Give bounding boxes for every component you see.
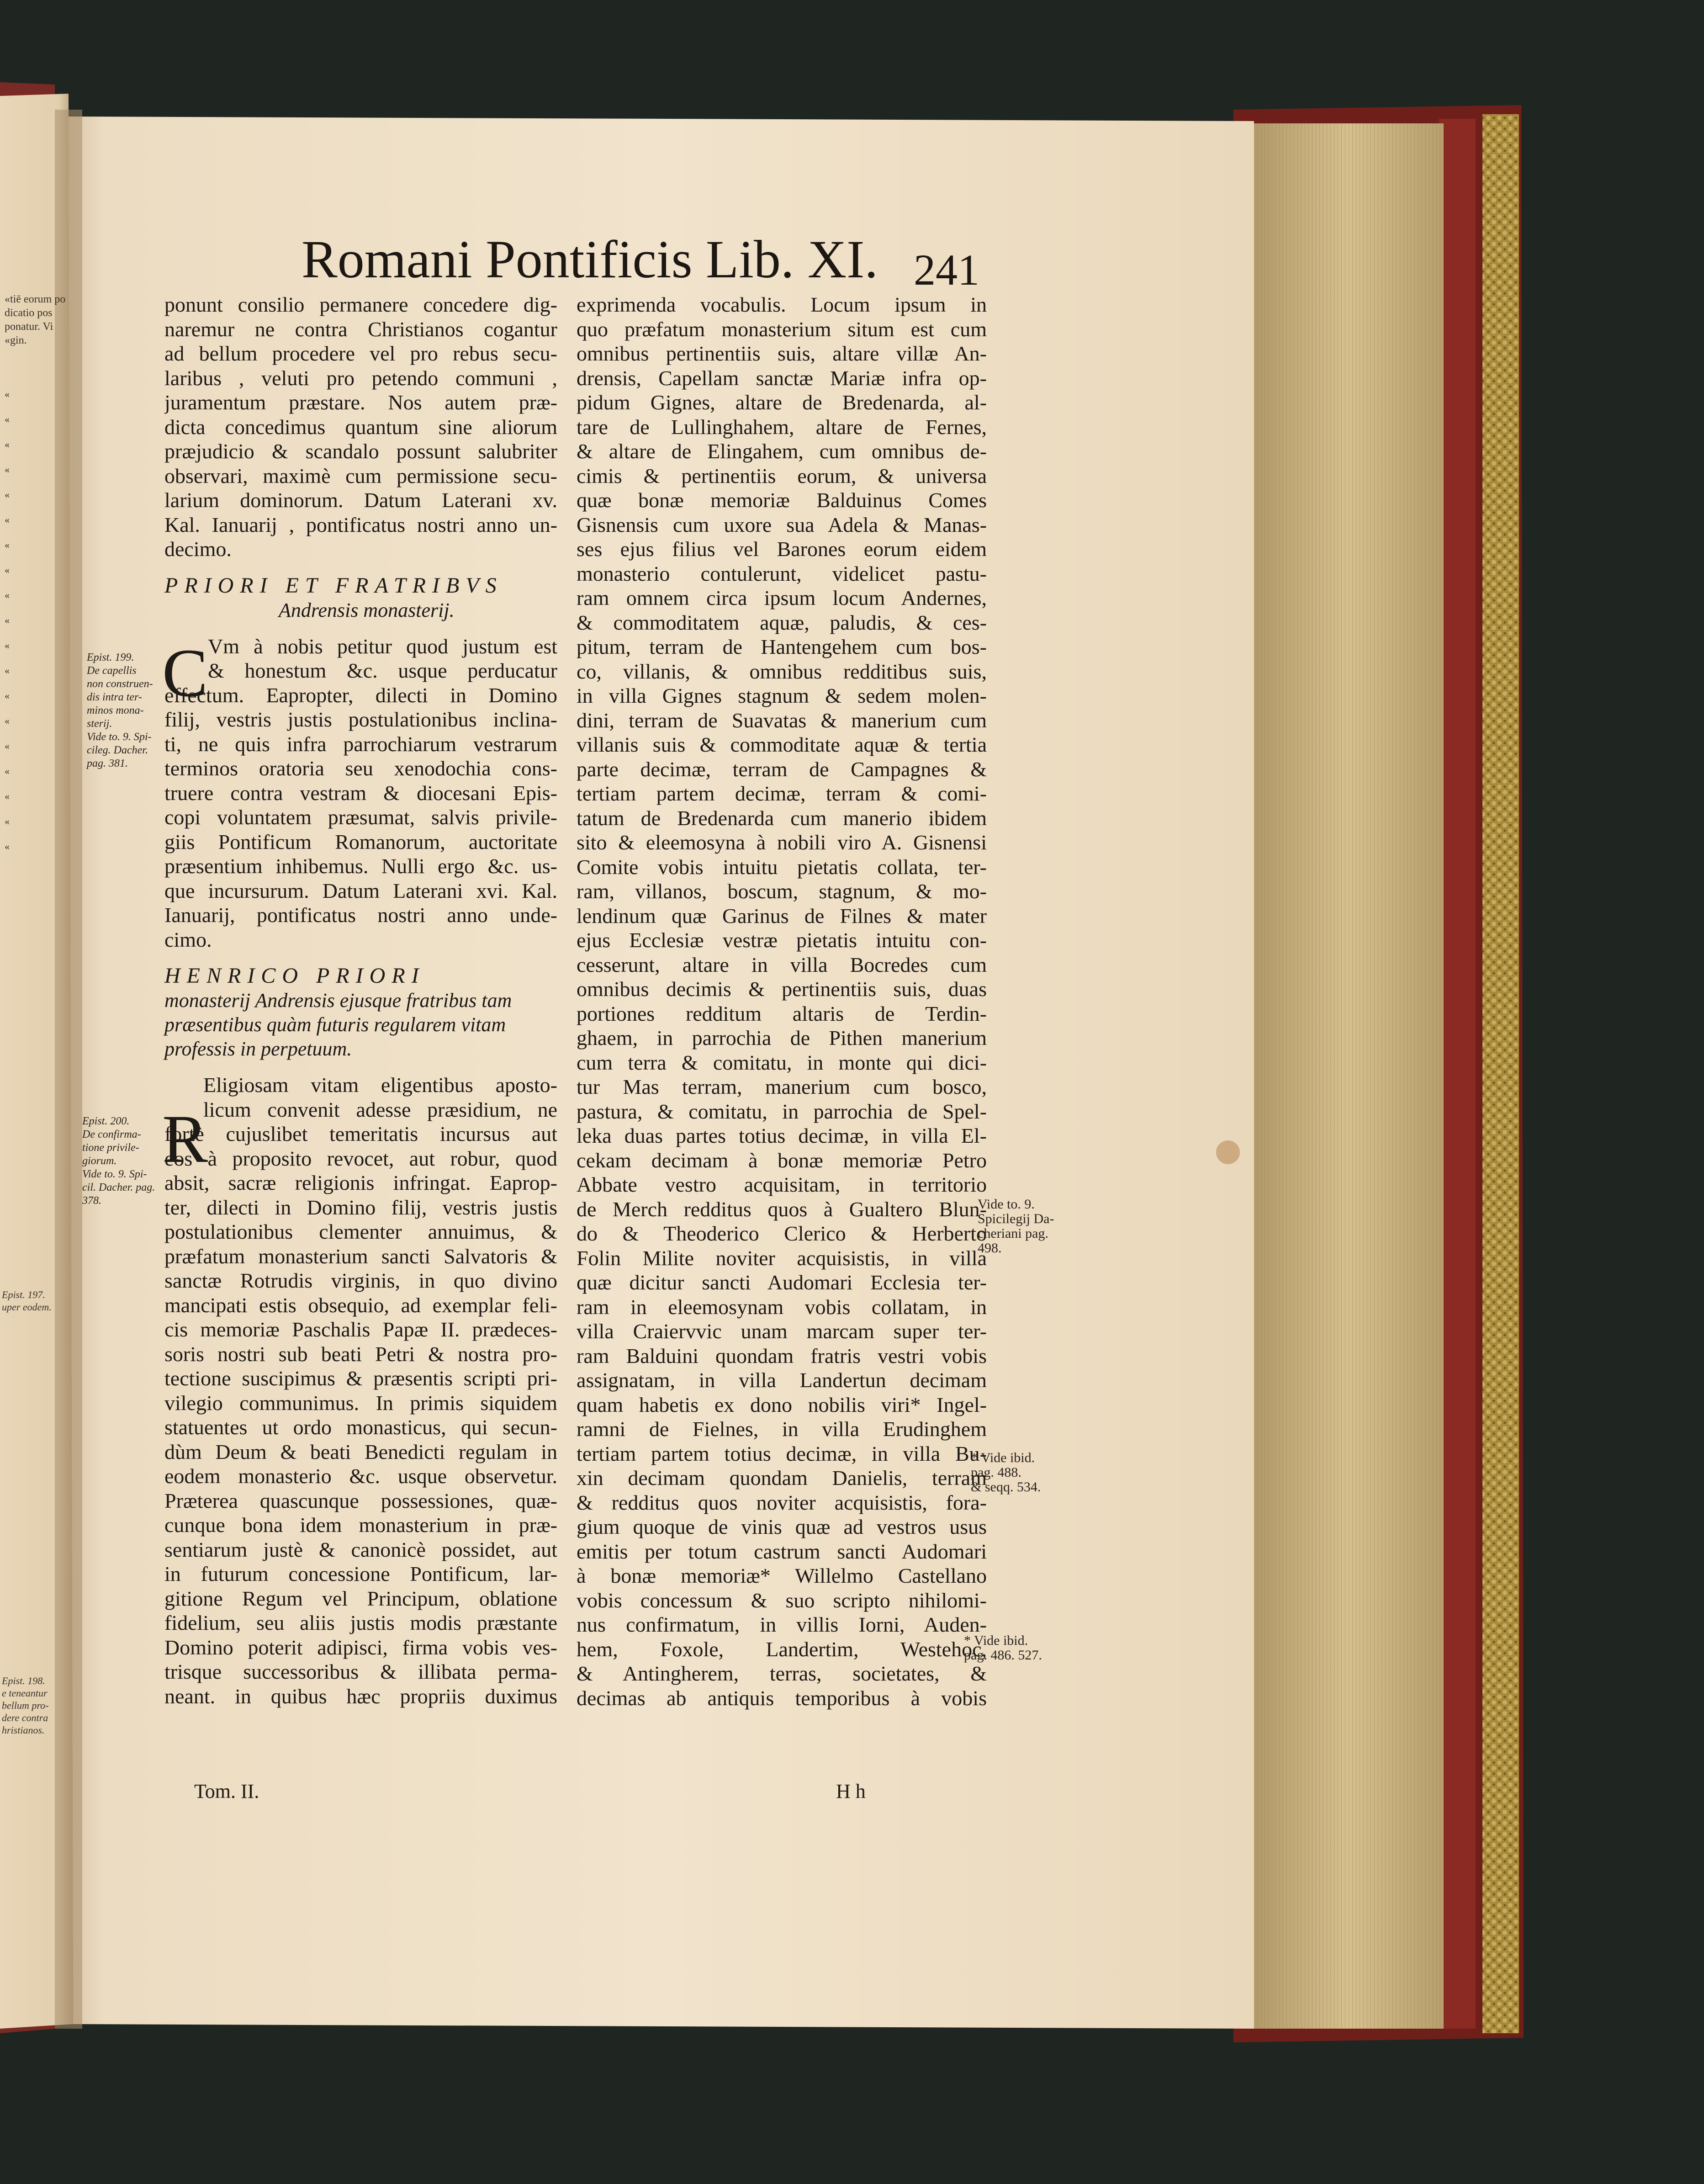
margin-note-line: De confirma- [82,1129,141,1140]
text-line: Kal. Ianuarij , pontificatus nostri anno un- [164,513,557,536]
section-subheading: monasterij Andrensis ejusque fratribus tam [164,989,512,1012]
text-line: soris nostri sub beati Petri & nostra pro- [164,1342,557,1366]
text-line: copi voluntatem præsumat, salvis privile- [164,806,557,829]
text-line: præsentium inhibemus. Nulli ergo &c. us- [164,854,557,878]
text-line: omnibus decimis & pertinentiis suis, duas [577,977,987,1001]
section-subheading: præsentibus quàm futuris regularem vitam [164,1013,506,1036]
text-line: & commoditatem aquæ, paludis, & ces- [577,610,987,634]
previous-page-margin-line: Epist. 197. [2,1289,45,1300]
previous-page-margin-line: dere contra [2,1712,48,1723]
quote-mark: « [5,640,10,651]
text-line: eodem monasterio &c. usque observetur. [164,1464,557,1488]
previous-page-margin-line: Epist. 198. [2,1675,45,1686]
quote-mark: « [5,489,10,500]
margin-note-line: non construen- [87,678,153,690]
left-text-column [164,292,557,1708]
text-line: tertiam partem decimæ, terram & comi- [577,782,987,805]
text-line: decimo. [164,537,232,561]
text-line: dini, terram de Suavatas & manerium cum [577,708,987,732]
text-line: villa Craiervvic unam marcam super ter- [577,1320,987,1343]
quote-mark: « [5,690,10,701]
margin-note-line: & seqq. 534. [971,1479,1041,1495]
quote-mark: « [5,615,10,626]
quote-mark: « [5,589,10,601]
quote-mark: « [5,765,10,777]
text-line: cum terra & comitatu, in monte qui dici- [577,1050,987,1074]
text-line: neant. in quibus hæc propriis duximus [164,1684,557,1708]
margin-note-line: pag. 381. [87,758,128,769]
section-heading: HENRICO PRIORI [164,964,425,988]
quote-mark: « [5,388,10,400]
text-line: nus confirmatum, in villis Iorni, Auden- [577,1613,987,1636]
quote-mark: « [5,539,10,551]
footer-volume: Tom. II. [194,1780,259,1802]
text-line: ad bellum procedere vel pro rebus secu- [164,342,557,365]
previous-page-margin-line: e teneantur [2,1687,48,1699]
margin-note-line: * Vide ibid. [964,1633,1028,1648]
text-line: lendinum quæ Garinus de Filnes & mater [577,904,987,928]
text-line: tectione suscipimus & præsentis scripti pri- [164,1367,557,1390]
margin-note-line: cheriani pag. [978,1226,1048,1241]
text-line: quæ dicitur sancti Audomari Ecclesia ter- [577,1271,987,1294]
text-line: quæ bonæ memoriæ Balduinus Comes [577,488,987,512]
text-line: ram omnem circa ipsum locum Andernes, [577,586,987,610]
text-line: dùm Deum & beati Benedicti regulam in [164,1440,557,1463]
margin-note-line: giorum. [82,1155,117,1167]
margin-note-line: 498. [978,1240,1002,1256]
margin-note [978,1197,1054,1256]
text-line: pastura, & comitatu, in parrochia de Spel- [577,1099,987,1123]
section-subheading: Andrensis monasterij. [279,599,455,621]
margin-note-line: Vide to. 9. [978,1197,1035,1212]
margin-note-line: cileg. Dacher. [87,744,148,756]
margin-note-line: dis intra ter- [87,691,142,703]
section-subheading: professis in perpetuum. [164,1038,352,1060]
text-line: gitione Regum vel Principum, oblatione [164,1586,557,1610]
text-line: exprimenda vocabulis. Locum ipsum in [577,293,987,316]
text-line: xin decimam quondam Danielis, terram [577,1466,987,1490]
text-line: cekam decimam à bonæ memoriæ Petro [577,1148,987,1172]
previous-page-margin-note [2,1675,48,1736]
margin-note [964,1633,1042,1663]
text-line: larium dominorum. Datum Laterani xv. [164,488,557,512]
text-line: Eligiosam vitam eligentibus aposto- [203,1073,557,1097]
right-text-column [577,292,987,1710]
text-line: effectum. Eapropter, dilecti in Domino [164,683,557,707]
text-line: cimo. [164,928,212,951]
previous-page-note-line: «tiē eorum po [5,293,66,305]
running-head-title: Romani Pontificis Lib. XI. [302,229,878,289]
text-line: do & Theoderico Clerico & Herberto [577,1222,987,1245]
quote-mark: « [5,413,10,425]
text-line: statuentes ut ordo monasticus, qui secun- [164,1415,557,1439]
text-line: trisque successoribus & illibata perma- [164,1660,557,1683]
text-line: laribus , veluti pro petendo communi , [164,366,557,390]
text-line: juramentum præstare. Nos autem præ- [164,391,557,414]
section-heading: PRIORI ET FRATRIBVS [164,573,503,598]
text-line: tur Mas terram, manerium cum bosco, [577,1075,987,1098]
spacer [164,622,557,634]
text-line: Abbate vestro acquisitam, in territorio [577,1173,987,1196]
previous-page-margin-line: uper eodem. [2,1301,52,1313]
text-line: ti, ne quis infra parrochiarum vestrarum [164,732,557,756]
text-line: eos à proposito revocet, aut robur, quod [164,1146,557,1170]
previous-page-margin-line: bellum pro- [2,1700,49,1711]
text-line: filij, vestris justis postulationibus inclina- [164,708,557,731]
text-line: cis memoriæ Paschalis Papæ II. prædeces- [164,1318,557,1341]
margin-note [971,1451,1041,1495]
drop-cap: R [162,1101,208,1177]
margin-note [87,651,153,770]
margin-note-line: Vide to. 9. Spi- [87,731,152,743]
text-line: licum convenit adesse præsidium, ne [203,1097,557,1121]
margin-note-line: 378. [82,1195,101,1207]
text-line: & altare de Elingahem, cum omnibus de- [577,440,987,463]
text-line: leka duas partes totius decimæ, in villa El- [577,1124,987,1147]
previous-page-note-line: ponatur. Vi [5,321,53,333]
quote-mark: « [5,665,10,676]
quote-mark: « [5,715,10,726]
drop-cap: C [162,635,208,711]
margin-note-line: sterij. [87,718,112,730]
spacer [164,562,557,573]
text-line: truere contra vestram & diocesani Epis- [164,781,557,805]
text-line: cesserunt, altare in villa Bocredes cum [577,953,987,976]
text-line: præfatum monasterium sancti Salvatoris & [164,1244,557,1268]
text-line: in villa Gignes stagnum & sedem molen- [577,684,987,707]
text-line: tertiam partem totius decimæ, in villa Bu- [577,1442,987,1465]
text-line: cunque bona idem monasterium in præ- [164,1513,557,1537]
text-line: Gisnensis cum uxore sua Adela & Manas- [577,513,987,536]
text-line: Præterea quascunque possessiones, quæ- [164,1489,557,1512]
margin-note-line: pag. 488. [971,1465,1021,1480]
text-line: postulationibus clementer annuimus, & [164,1220,557,1243]
margin-note-line: Epist. 199. [87,652,134,663]
text-line: vobis concessum & suo scripto nihilomi- [577,1588,987,1612]
text-line: hem, Foxole, Landertim, Westehoc, [577,1637,987,1661]
margin-note-line: * Vide ibid. [971,1450,1035,1465]
text-line: drensis, Capellam sanctæ Mariæ infra op- [577,366,987,390]
text-line: decimas ab antiquis temporibus à vobis [577,1686,987,1710]
text-line: assignatam, in villa Landertun decimam [577,1368,987,1392]
previous-page-note-line: dicatio pos [5,307,53,319]
text-line: ponunt consilio permanere concedere dig- [164,293,557,316]
text-line: fidelium, seu aliis justis modis præstante [164,1611,557,1634]
spacer [164,952,557,964]
quote-mark: « [5,464,10,475]
quote-mark: « [5,790,10,802]
text-line: cimis & pertinentiis eorum, & universa [577,464,987,488]
text-line: à bonæ memoriæ* Willelmo Castellano [577,1564,987,1587]
footer-signature: H h [836,1780,866,1802]
margin-note-line: pag. 486. 527. [964,1648,1042,1663]
spacer [164,1061,557,1073]
margin-note [82,1115,155,1208]
page-number: 241 [914,245,979,294]
quote-mark: « [5,564,10,576]
quote-mark: « [5,816,10,827]
text-line: observari, maximè cum permissione secu- [164,464,557,488]
text-line: ses ejus filius vel Barones eorum eidem [577,537,987,561]
text-line: vilegio communimus. In primis siquidem [164,1391,557,1415]
text-line: pitum, terram de Hantengehem cum bos- [577,635,987,658]
text-line: monasterio contulerunt, videlicet pastu- [577,562,987,585]
text-line: ram in eleemosynam vobis collatam, in [577,1295,987,1319]
text-line: Ianuarij, pontificatus nostri anno unde- [164,903,557,927]
text-line: quo præfatum monasterium situm est cum [577,317,987,341]
quote-mark: « [5,514,10,525]
text-line: ter, dilecti in Domino filij, vestris justis [164,1195,557,1219]
previous-page-margin-notes [5,292,65,347]
text-line: omnibus pertinentiis suis, altare villæ An- [577,342,987,365]
text-line: Vm à nobis petitur quod justum est [208,634,557,658]
text-line: sanctæ Rotrudis virginis, in quo divino [164,1269,557,1292]
text-line: villanis suis & commoditate aquæ & tertia [577,733,987,756]
text-line: emitis per totum castrum sancti Audomari [577,1539,987,1563]
quote-mark: « [5,740,10,752]
quote-mark: « [5,439,10,450]
text-line: ram, villanos, boscum, stagnum, & mo- [577,880,987,903]
text-line: ghaem, in parrochia de Pithen manerium [577,1026,987,1050]
text-line: fortè cujuslibet temeritatis incursus aut [164,1122,557,1145]
margin-note-line: cil. Dacher. pag. [82,1182,155,1193]
text-line: pidum Gignes, altare de Bredenarda, al- [577,391,987,414]
text-line: parte decimæ, terram de Campagnes & [577,757,987,781]
text-line: Domino poterit adipisci, firma vobis ves- [164,1635,557,1659]
previous-page-margin-note [2,1288,52,1313]
text-line: tare de Lullinghahem, altare de Fernes, [577,415,987,439]
text-line: sito & eleemosyna à nobili viro A. Gisnensi [577,831,987,854]
margin-note-line: Epist. 200. [82,1115,130,1127]
margin-note-line: tione privile- [82,1142,139,1154]
text-line: de Merch redditus quos à Gualtero Blun- [577,1197,987,1221]
text-line: & honestum &c. usque perducatur [208,659,557,682]
text-line: naremur ne contra Christianos cogantur [164,317,557,341]
text-line: co, villanis, & omnibus redditibus suis, [577,659,987,683]
margin-note-line: minos mona- [87,705,144,716]
text-line: Comite vobis intuitu pietatis collata, ter- [577,855,987,879]
text-line: & Antingherem, terras, societates, & [577,1662,987,1685]
text-line: absit, sacræ religionis infringat. Eaprop- [164,1171,557,1194]
text-line: ram Balduini quondam fratris vestri vobis [577,1344,987,1368]
previous-page-margin-line: hristianos. [2,1724,45,1736]
text-line: ejus Ecclesiæ vestræ pietatis intuitu con- [577,928,987,952]
text-line: gium quoque de vinis quæ ad vestros usus [577,1515,987,1538]
text-line: in futurum concessione Pontificum, lar- [164,1562,557,1585]
margin-note-line: Vide to. 9. Spi- [82,1168,147,1180]
margin-note-line: De capellis [87,665,137,677]
text-line: ramni de Fielnes, in villa Erudinghem [577,1417,987,1441]
text-line: terminos oratoria seu xenodochia cons- [164,757,557,780]
margin-note-line: Spicilegij Da- [978,1211,1054,1226]
text-line: Folin Milite noviter acquisistis, in villa [577,1246,987,1270]
text-line: sentiarum justè & canonicè possidet, aut [164,1537,557,1561]
text-line: portiones redditum altaris de Terdin- [577,1002,987,1025]
text-line: præjudicio & scandalo possunt salubriter [164,440,557,463]
text-line: mancipati estis obsequio, ad exemplar feli- [164,1293,557,1317]
previous-page-note-line: «gin. [5,334,27,346]
text-line: tatum de Bredenarda cum manerio ibidem [577,806,987,830]
text-line: quam habetis ex dono nobilis viri* Ingel- [577,1393,987,1416]
quote-mark: « [5,841,10,852]
text-line: & redditus quos noviter acquisistis, fora- [577,1490,987,1514]
text-line: que incursurum. Datum Laterani xvi. Kal. [164,879,557,902]
text-line: giis Pontificum Romanorum, auctoritate [164,830,557,853]
text-line: dicta concedimus quantum sine aliorum [164,415,557,439]
